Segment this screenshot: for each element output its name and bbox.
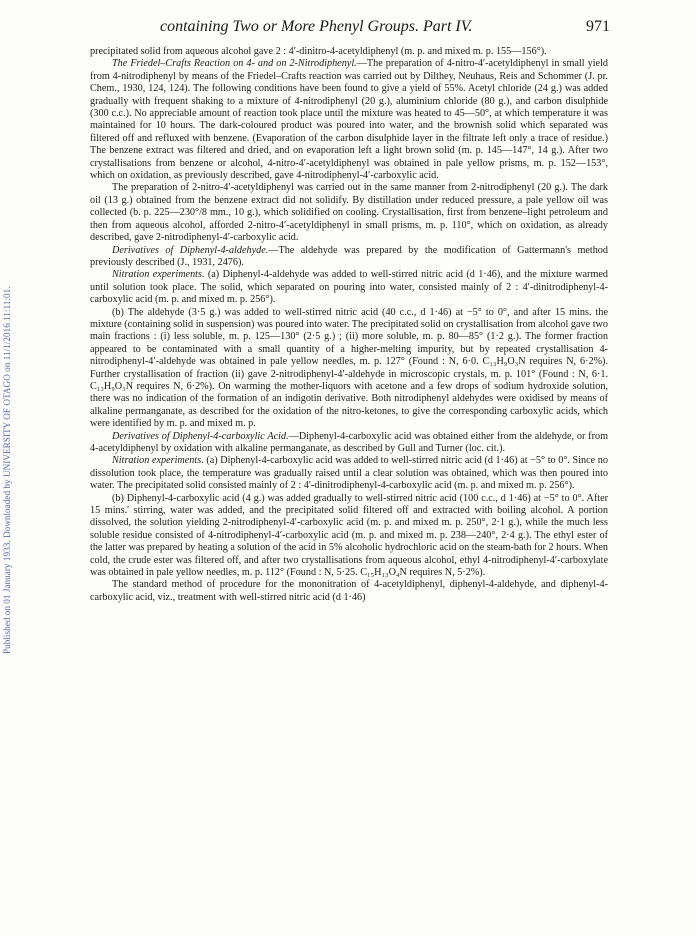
section-heading: Derivatives of Diphenyl-4-carboxylic Acid. (112, 430, 289, 442)
download-notice: Published on 01 January 1933. Downloaded by UNIVERSITY OF OTAGO on 11/1/2016 11:11:01. (2, 286, 12, 654)
article-body (90, 46, 608, 604)
section-heading: The Friedel–Crafts Reaction on 4- and on 2-Nitrodiphenyl. (112, 58, 357, 70)
section-heading: Derivatives of Diphenyl-4-aldehyde. (112, 244, 269, 256)
paragraph: (b) Diphenyl-4-carboxylic acid (4 g.) was added gradually to well-stirred nitric acid (100 c.c., d 1·46) at −5° to 0°. After 15 mins.' stirring, water was added, and the precipitated solid filtered off and extracted with boiling alcohol. A portion dissolved, the solution yielding 2-nitrodiphenyl-4′-carboxylic acid (m. p. and mixed m. p. 250°, 2·1 g.), while the much less soluble residue consisted of 4-nitrodiphenyl-4′-carboxylic acid (m. p. and mixed m. p. 238—240°, 2·4 g.). The ethyl ester of the latter was prepared by heating a solution of the acid in 5% alcoholic hydrochloric acid on the steam-bath for 2 hours. When cold, the crude ester was filtered off, and after two crystallisations from aqueous alcohol, ethyl 4-nitrodiphenyl-4′-carboxylate was obtained in pale yellow needles, m. p. 112° (Found : N, 5·25. C₁₅H₁₃O₄N requires N, 5·2%). (90, 492, 608, 579)
paragraph: Nitration experiments. (a) Diphenyl-4-carboxylic acid was added to well-stirred nitric acid (d 1·46) at −5° to 0°. Since no dissolution took place, the temperature was gradually raised until a clear solution was obtained, which was then poured into water. The precipitated solid consisted mainly of 2 : 4′-dinitrodiphenyl-4-carboxylic acid (m. p. and mixed m. p. 256°). (90, 455, 608, 492)
paragraph: precipitated solid from aqueous alcohol gave 2 : 4′-dinitro-4-acetyldiphenyl (m. p. and mixed m. p. 155—156°). (90, 46, 547, 57)
paragraph: (b) The aldehyde (3·5 g.) was added to well-stirred nitric acid (40 c.c., d 1·46) at −5° to 0°, and after 15 mins. the mixture (containing solid in suspension) was poured into water. The precipitated solid on crystallisation from alcohol gave two main fractions : (i) less soluble, m. p. 125—130° (2·5 g.) ; (ii) more soluble, m. p. 80—85° (1·2 g.). The former fraction appeared to be contaminated with a small quantity of a higher-melting impurity, but by repeated crystallisation 4-nitrodiphenyl-4′-aldehyde was obtained in pale yellow needles, m. p. 127° (Found : N, 6·0. C₁₃H₉O₃N requires N, 6·2%). Further crystallisation of fraction (ii) gave 2-nitrodiphenyl-4′-aldehyde in microscopic crystals, m. p. 101° (Found : N, 6·1. C₁₃H₉O₃N requires N, 6·2%). On warming the mother-liquors with acetone and a few drops of sodium hydroxide solution, there was no indication of the formation of an indigotin derivative. Both nitrodiphenyl aldehydes were oxidised by means of alkaline permanganate, as described for the oxidation of the nitro-ketones, to give the corresponding carboxylic acids, which were identified by m. p. and mixed m. p. (90, 306, 608, 430)
paragraph: The standard method of procedure for the mononitration of 4-acetyldiphenyl, diphenyl-4-aldehyde, and diphenyl-4-carboxylic acid, viz., treatment with well-stirred nitric acid (d 1·46) (90, 579, 608, 603)
paragraph: The Friedel–Crafts Reaction on 4- and on 2-Nitrodiphenyl.—The preparation of 4-nitro-4′-acetyldiphenyl in small yield from 4-nitrodiphenyl by means of the Friedel–Crafts reaction was carried out by Dilthey, Neuhaus, Reis and Schommer (J. pr. Chem., 1930, 124, 124). The following conditions have been found to give a yield of 55%. Acetyl chloride (24 g.) was added gradually with frequent shaking to a mixture of 4-nitrodiphenyl (20 g.), aluminium chloride (80 g.), and carbon disulphide (300 c.c.). No appreciable amount of reaction took place until the mixture was heated to 45—50°, at which temperature it was maintained for 10 hours. The dark-coloured product was poured into water, and the brownish solid which separated was filtered off and refluxed with benzene. (Evaporation of the carbon disulphide layer in the filtrate left only a trace of residue.) The benzene extract was filtered and dried, and on evaporation left a light brown solid (m. p. 145—147°, 14 g.). After two crystallisations from benzene or alcohol, 4-nitro-4′-acetyldiphenyl was obtained in pale yellow prisms, m. p. 152—153°, which on oxidation, as previously described, gave 4-nitrodiphenyl-4′-carboxylic acid. (90, 58, 608, 182)
section-heading: Nitration experiments. (112, 269, 205, 281)
paragraph: The preparation of 2-nitro-4′-acetyldiphenyl was carried out in the same manner from 2-nitrodiphenyl (20 g.). The dark oil (13 g.) obtained from the benzene extract did not solidify. By distillation under reduced pressure, a pale yellow oil was collected (b. p. 225—230°/8 mm., 10 g.), which solidified on cooling. Crystallisation, first from benzene–light petroleum and then from aqueous alcohol, afforded 2-nitro-4′-acetyldiphenyl in small prisms, m. p. 110°, which on oxidation, as already described, gave 2-nitrodiphenyl-4′-carboxylic acid. (90, 182, 608, 244)
running-title: containing Two or More Phenyl Groups. Part IV. (160, 18, 473, 35)
page-number: 971 (586, 18, 610, 35)
paragraph: Nitration experiments. (a) Diphenyl-4-aldehyde was added to well-stirred nitric acid (d 1·46), and the mixture warmed until solution took place. The solid, which separated on pouring into water, consisted mainly of 2 : 4′-dinitrodiphenyl-4-carboxylic acid (m. p. and mixed m. p. 256°). (90, 269, 608, 306)
paragraph: Derivatives of Diphenyl-4-aldehyde.—The aldehyde was prepared by the modification of Gattermann's method previously described (J., 1931, 2476). (90, 244, 608, 268)
paragraph: Derivatives of Diphenyl-4-carboxylic Acid.—Diphenyl-4-carboxylic acid was obtained either from the aldehyde, or from 4-acetyldiphenyl by oxidation with alkaline permanganate, as described by Gull and Turner (loc. cit.). (90, 430, 608, 454)
running-header (90, 18, 610, 40)
section-heading: Nitration experiments. (112, 455, 204, 467)
